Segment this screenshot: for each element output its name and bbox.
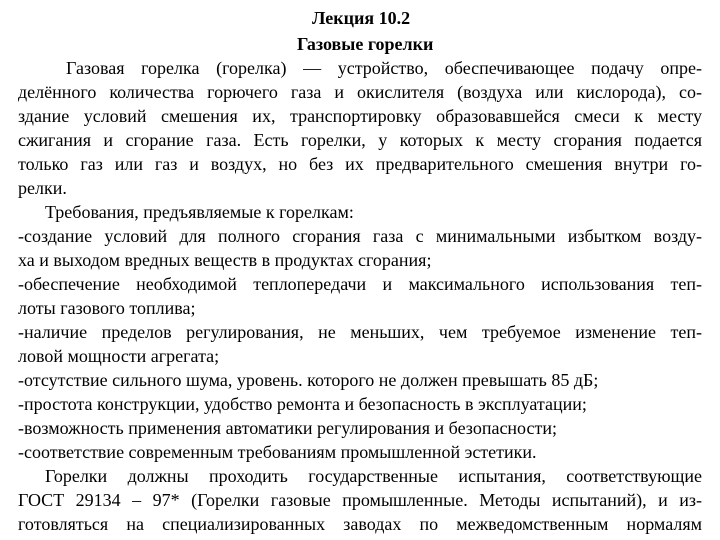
list-item-line: -возможность применения автоматики регулирования и безопасности; [18, 418, 557, 438]
paragraph-line: релки. [18, 178, 67, 198]
topic-title: Газовые горелки [297, 34, 434, 54]
list-item-line: -соответствие современным требованиям промышленной эстетики. [18, 442, 537, 462]
paragraph-line: Газовая горелка (горелка) — устройство, обеспечивающее подачу опре- [66, 58, 702, 78]
paragraph-line: делённого количества горючего газа и окислителя (воздуха или кислорода), со- [18, 82, 702, 102]
lecture-title: Лекция 10.2 [312, 8, 411, 28]
paragraph-line: только газ или газ и воздух, но без их предварительного смешения внутри го- [18, 154, 702, 174]
list-item-line: -простота конструкции, удобство ремонта и безопасность в эксплуатации; [18, 394, 587, 414]
paragraph-line: сжигания и сгорание газа. Есть горелки, у которых к месту сгорания подается [18, 130, 702, 150]
list-item-line: лоты газового топлива; [18, 298, 196, 318]
list-item-line: -отсутствие сильного шума, уровень. которого не должен превышать 85 дБ; [18, 370, 599, 390]
list-item-line: -создание условий для полного сгорания газа с минимальными избытком возду- [18, 226, 702, 246]
list-item-line: ловой мощности агрегата; [18, 346, 220, 366]
list-item-line: -наличие пределов регулирования, не меньших, чем требуемое изменение теп- [18, 322, 702, 342]
requirements-heading: Требования, предъявляемые к горелкам: [45, 202, 354, 222]
list-item-line: -обеспечение необходимой теплопередачи и максимального использования теп- [18, 274, 702, 294]
paragraph-line: Горелки должны проходить государственные испытания, соответствующие [45, 466, 702, 486]
list-item-line: ха и выходом вредных веществ в продуктах сгорания; [18, 250, 432, 270]
paragraph-line: ГОСТ 29134 – 97* (Горелки газовые промышленные. Методы испытаний), и из- [18, 490, 702, 510]
paragraph-line: здание условий смешения их, транспортировку образовавшейся смеси к месту [18, 106, 702, 126]
paragraph-line: готовляться на специализированных заводах по межведомственным нормалям [18, 514, 702, 534]
